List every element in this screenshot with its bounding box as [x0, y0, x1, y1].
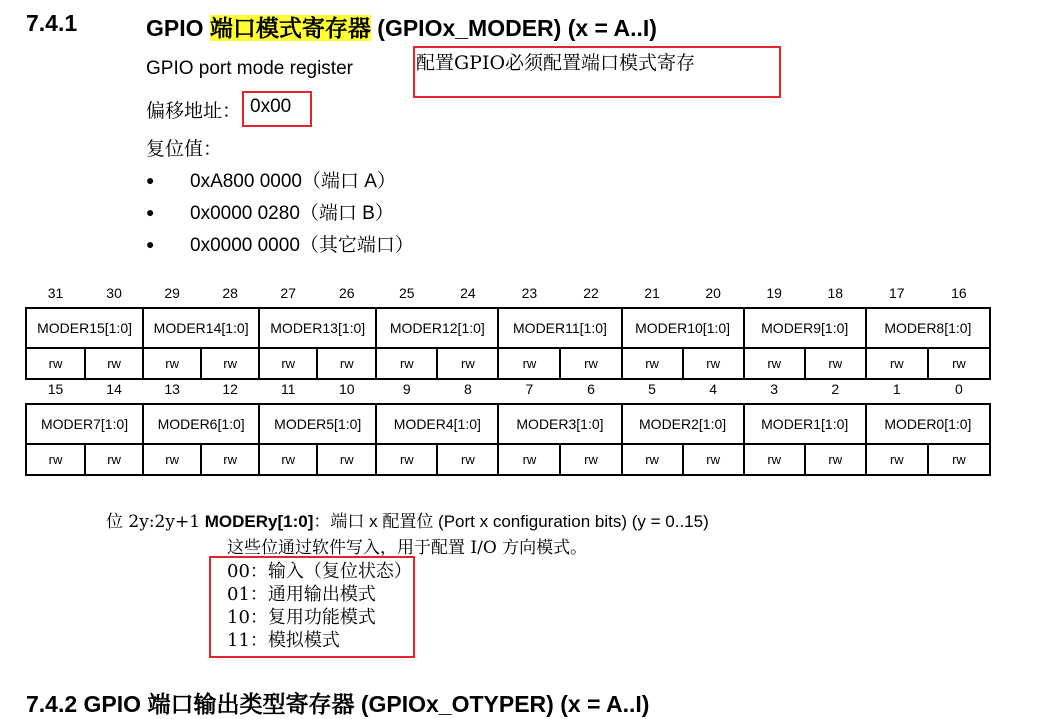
- access-cell: rw: [622, 348, 683, 379]
- bit-number: 23: [521, 285, 538, 301]
- bit-number-row: [26, 375, 990, 404]
- next-section-title: 7.4.2 GPIO 端口输出类型寄存器 (GPIOx_OTYPER) (x = A..I): [26, 691, 650, 717]
- bit-number: 17: [889, 285, 905, 301]
- bit-number: 3: [770, 381, 779, 397]
- register-english-name: GPIO port mode register: [146, 58, 353, 79]
- field-name: MODERy[1:0]: [204, 512, 314, 531]
- access-cell: rw: [498, 444, 560, 475]
- bit-number: 15: [47, 381, 64, 397]
- access-cell: rw: [26, 444, 85, 475]
- access-cell: rw: [805, 348, 866, 379]
- field-name-cell: MODER9[1:0]: [744, 308, 866, 348]
- access-cell: rw: [317, 348, 376, 379]
- mode-values-highlight-box: [209, 556, 415, 658]
- field-name-cell: MODER14[1:0]: [143, 308, 259, 348]
- bit-number: 26: [338, 285, 355, 301]
- bit-number: 0: [955, 381, 963, 397]
- bit-number-row: [26, 279, 990, 308]
- reset-value-item: 0x0000 0280（端口 B）: [190, 203, 394, 224]
- bullet-icon: ●: [146, 172, 155, 188]
- annotation-text: 配置GPIO必须配置端口模式寄存: [416, 52, 696, 74]
- access-cell: rw: [622, 444, 683, 475]
- field-description: ：端口 x 配置位 (Port x configuration bits) (y = 0..15): [313, 512, 709, 531]
- bit-number: 14: [106, 381, 122, 397]
- access-cell: rw: [143, 348, 201, 379]
- bit-number: 28: [222, 285, 238, 301]
- bit-number: 1: [892, 381, 901, 397]
- field-bits-label: 位 2y:2y+1: [106, 512, 201, 532]
- access-cell: rw: [683, 348, 744, 379]
- field-name-cell: MODER2[1:0]: [622, 404, 744, 444]
- field-name-cell: MODER13[1:0]: [259, 308, 376, 348]
- section-title-highlight: 端口模式寄存器: [209, 15, 371, 41]
- register-table-lower: [25, 375, 991, 476]
- offset-highlight-box: [242, 91, 312, 127]
- mode-value-item: 01：通用输出模式: [227, 584, 376, 605]
- field-name-cell: MODER10[1:0]: [622, 308, 744, 348]
- field-name-cell: MODER5[1:0]: [259, 404, 376, 444]
- bit-number: 5: [648, 381, 656, 397]
- bit-number: 12: [222, 381, 238, 397]
- reset-label: 复位值：: [146, 138, 223, 160]
- bit-number: 11: [280, 381, 296, 397]
- bit-number: 27: [280, 285, 296, 301]
- access-cell: rw: [376, 444, 437, 475]
- access-cell: rw: [866, 444, 928, 475]
- access-cell: rw: [560, 444, 621, 475]
- access-cell: rw: [805, 444, 866, 475]
- bit-number: 22: [583, 285, 599, 301]
- field-name-cell: MODER11[1:0]: [498, 308, 621, 348]
- mode-value-item: 10：复用功能模式: [227, 607, 376, 628]
- access-cell: rw: [85, 348, 143, 379]
- access-cell: rw: [744, 444, 805, 475]
- field-name-row: [26, 404, 990, 444]
- access-cell: rw: [85, 444, 143, 475]
- offset-value: 0x00: [250, 96, 292, 117]
- bit-number: 10: [338, 381, 355, 397]
- reset-value-item: 0xA800 0000（端口 A）: [190, 171, 396, 192]
- bit-number: 2: [831, 381, 840, 397]
- field-name-cell: MODER6[1:0]: [143, 404, 259, 444]
- access-cell: rw: [928, 348, 990, 379]
- access-cell: rw: [866, 348, 928, 379]
- access-row: [26, 444, 990, 475]
- bit-number: 30: [106, 285, 122, 301]
- section-title-suffix: (GPIOx_MODER) (x = A..I): [377, 15, 657, 41]
- bullet-icon: ●: [146, 204, 155, 220]
- field-name-cell: MODER3[1:0]: [498, 404, 621, 444]
- field-detail: 这些位通过软件写入，用于配置 I/O 方向模式。: [227, 538, 588, 558]
- field-name-cell: MODER12[1:0]: [376, 308, 498, 348]
- access-cell: rw: [201, 444, 259, 475]
- field-name-cell: MODER1[1:0]: [744, 404, 866, 444]
- bit-number: 4: [709, 381, 718, 397]
- access-cell: rw: [201, 348, 259, 379]
- bit-number: 24: [460, 285, 476, 301]
- field-name-row: [26, 308, 990, 348]
- bit-number: 16: [951, 285, 967, 301]
- bit-number: 19: [766, 285, 782, 301]
- bit-number: 31: [47, 285, 64, 301]
- bit-number: 25: [399, 285, 415, 301]
- bit-number: 29: [164, 285, 180, 301]
- access-cell: rw: [560, 348, 621, 379]
- access-cell: rw: [376, 348, 437, 379]
- field-name-cell: MODER8[1:0]: [866, 308, 990, 348]
- field-name-cell: MODER15[1:0]: [26, 308, 143, 348]
- access-cell: rw: [928, 444, 990, 475]
- bit-number: 8: [463, 381, 472, 397]
- field-name-cell: MODER4[1:0]: [376, 404, 498, 444]
- mode-value-item: 11：模拟模式: [227, 630, 340, 651]
- reset-value-item: 0x0000 0000（其它端口）: [190, 235, 414, 256]
- offset-label: 偏移地址：: [146, 100, 242, 122]
- field-description-line: [106, 507, 709, 532]
- bit-number: 18: [827, 285, 844, 301]
- field-name-cell: MODER7[1:0]: [26, 404, 143, 444]
- bit-number: 21: [644, 285, 660, 301]
- bit-number: 7: [525, 381, 534, 397]
- section-title-prefix: GPIO: [146, 15, 204, 41]
- access-cell: rw: [26, 348, 85, 379]
- bit-number: 9: [402, 381, 411, 397]
- bit-number: 13: [164, 381, 180, 397]
- field-name-cell: MODER0[1:0]: [866, 404, 990, 444]
- bullet-icon: ●: [146, 236, 155, 252]
- access-cell: rw: [498, 348, 560, 379]
- access-cell: rw: [437, 444, 498, 475]
- access-cell: rw: [259, 348, 317, 379]
- bit-number: 20: [705, 285, 721, 301]
- access-cell: rw: [683, 444, 744, 475]
- access-cell: rw: [259, 444, 317, 475]
- access-cell: rw: [143, 444, 201, 475]
- access-cell: rw: [437, 348, 498, 379]
- bit-number: 6: [587, 381, 595, 397]
- access-cell: rw: [317, 444, 376, 475]
- register-table-upper: [25, 279, 991, 380]
- section-number: 7.4.1: [26, 10, 78, 36]
- mode-value-item: 00：输入（复位状态）: [227, 561, 412, 582]
- access-cell: rw: [744, 348, 805, 379]
- section-title: [146, 10, 657, 43]
